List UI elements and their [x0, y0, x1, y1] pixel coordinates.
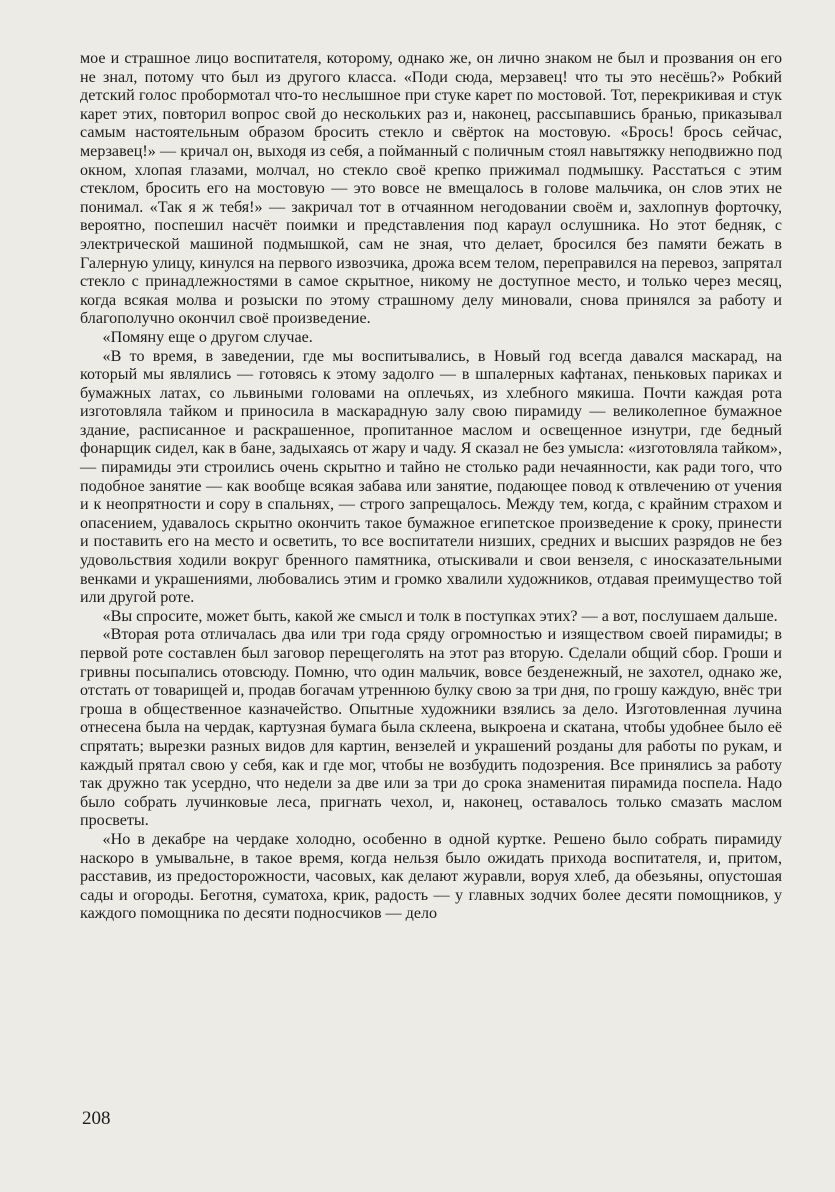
paragraph-continued: мое и страшное лицо воспитателя, которому, однако же, он лично знаком не был и прозвания он его не знал, потому что был из другого класса. «Поди сюда, мерзавец! что ты это несёшь?» Робкий детский голос пробормотал что-то неслышное при стуке карет по мостовой. Тот, перекрикивая и стук карет этих, повторил вопрос свой до нескольких раз и, наконец, рассыпавшись бранью, приказывал самым настоятельным образом бросить стекло и свёрток на мостовую. «Брось! брось сейчас, мерзавец!» — кричал он, выходя из себя, а пойманный с поличным стоял навытяжку неподвижно под окном, хлопая глазами, молчал, но стекло своё крепко прижимал подмышку. Расстаться с этим стеклом, бросить его на мостовую — это вовсе не вмещалось в голове мальчика, он слов этих не понимал. «Так я ж тебя!» — закричал тот в отчаянном негодовании своём и, захлопнув форточку, вероятно, поспешил насчёт поимки и представления под караул ослушника. Но этот бедняк, с электрической машиной подмышкой, сам не зная, что делает, бросился без памяти бежать в Галерную улицу, кинулся на первого извозчика, дрожа всем телом, переправился на перевоз, запрятал стекло с принадлежностями в самое скрытное, никому не доступное место, и только через месяц, когда всякая молва и розыски по этому страшному делу миновали, снова принялся за работу и благополучно окончил своё произведение. — [80, 50, 782, 328]
paragraph: «Вы спросите, может быть, какой же смысл и толк в поступках этих? — а вот, послушаем дальше. — [102, 607, 778, 625]
body-text — [80, 50, 782, 924]
paragraph: «Но в декабре на чердаке холодно, особенно в одной куртке. Решено было собрать пирамиду наскоро в умывальне, в такое время, когда нельзя было ожидать прихода воспитателя, и, притом, расставив, из предосторожности, часовых, как делают журавли, воруя хлеб, да обезьяны, опустошая сады и огороды. Беготня, суматоха, крик, радость — у главных зодчих более десяти помощников, у каждого помощника по десяти подносчиков — дело — [80, 830, 782, 923]
page-number: 208 — [82, 1108, 111, 1129]
paragraph: «В то время, в заведении, где мы воспитывались, в Новый год всегда давался маскарад, на который мы являлись — готовясь к этому задолго — в шпалерных кафтанах, пеньковых париках и бумажных латах, со львиными головами на оплечьях, из хлебного мякиша. Почти каждая рота изготовляла тайком и приносила в маскарадную залу свою пирамиду — великолепное бумажное здание, расписанное и раскрашенное, пропитанное маслом и освещенное изнутри, где бедный фонарщик сидел, как в бане, задыхаясь от жару и чаду. Я сказал не без умысла: «изготовляла тайком», — пирамиды эти строились очень скрытно и тайно не столько ради нечаянности, как ради того, что подобное занятие — как вообще всякая забава или занятие, подающее повод к отвлечению от учения и к неопрятности и сору в спальнях, — строго запрещалось. Между тем, когда, с крайним страхом и опасением, удавалось скрытно окончить такое бумажное египетское произведение к сроку, принести и поставить его на место и осветить, то все воспитатели низших, средних и высших разрядов не без удовольствия ходили вокруг бренного памятника, отыскивали и свои вензеля, с иносказательными венками и украшениями, любовались этим и громко хвалили художников, отдавая преимущество той или другой роте. — [80, 347, 782, 607]
paragraph: «Вторая рота отличалась два или три года сряду огромностью и изяществом своей пирамиды; в первой роте составлен был заговор перещеголять на этот раз вторую. Сделали общий сбор. Гроши и гривны посыпались отовсюду. Помню, что один мальчик, вовсе безденежный, не захотел, однако же, отстать от товарищей и, продав богачам утреннюю булку свою за три дня, по грошу каждую, внёс три гроша в общественное казначейство. Опытные художники взялись за дело. Изготовленная лучина отнесена была на чердак, картузная бумага была склеена, выкроена и скатана, чтобы удобнее было её спрятать; вырезки разных видов для картин, вензелей и украшений розданы для работы по рукам, и каждый прятал свою у себя, как и где мог, чтобы не возбудить подозрения. Все принялись за работу так дружно так усердно, что недели за две или за три до срока знаменитая пирамида поспела. Надо было собрать лучинковые леса, пригнать чехол, и, наконец, оставалось только смазать маслом просветы. — [80, 626, 782, 830]
paragraph: «Помяну еще о другом случае. — [102, 328, 313, 346]
